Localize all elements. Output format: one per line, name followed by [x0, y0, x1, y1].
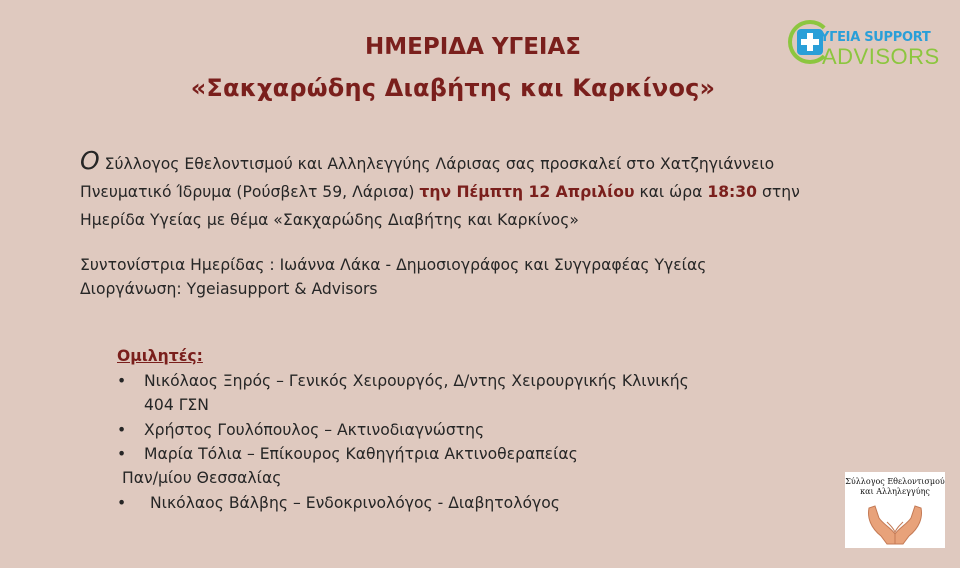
intro-initial: Ο [80, 146, 100, 175]
speaker-name: Νικόλαος Βάλβης – Ενδοκρινολόγος - Διαβητολόγος [150, 494, 560, 512]
coordinator-line: Συντονίστρια Ημερίδας : Ιωάννα Λάκα - Δημοσιογράφος και Συγγραφέας Υγείας [80, 256, 707, 274]
ygeia-support-logo [786, 18, 946, 74]
speaker-name: Χρήστος Γουλόπουλος – Ακτινοδιαγνώστης [144, 421, 485, 439]
intro-text-3: στην Ημερίδα Υγείας με θέμα «Σακχαρώδης Διαβήτης και Καρκίνος» [80, 183, 800, 229]
page-subtitle: «Σακχαρώδης Διαβήτης και Καρκίνος» [190, 74, 716, 102]
page-title: ΗΜΕΡΙΔΑ ΥΓΕΙΑΣ [365, 34, 581, 60]
event-time: 18:30 [707, 183, 757, 201]
intro-text-1: Σύλλογος Εθελοντισμού και Αλληλεγγύης Λάρισας σας προσκαλεί στο Χατζηγιάννειο Πνευματικό Ίδρυμα (Ρούσβελτ 59, Λάρισα) [80, 155, 775, 201]
speaker-item-continuation: Παν/μίου Θεσσαλίας [122, 469, 282, 487]
event-date: την Πέμπτη 12 Απριλίου [419, 183, 635, 201]
speaker-item [117, 494, 560, 512]
bullet: • [117, 494, 127, 512]
volunteer-association-badge [845, 472, 945, 548]
badge-text: Σύλλογος Εθελοντισμού και Αλληλεγγύης [845, 477, 945, 496]
speaker-name: Μαρία Τόλια – Επίκουρος Καθηγήτρια Ακτινοθεραπείας [144, 445, 578, 463]
invitation-paragraph [80, 146, 860, 234]
logo-line1: YГEIA SUPPORT [820, 30, 931, 45]
speaker-item [117, 372, 689, 390]
speaker-item-continuation: 404 ΓΣΝ [144, 396, 209, 414]
speaker-item [117, 421, 484, 439]
bullet: • [117, 421, 127, 439]
bullet: • [117, 372, 127, 390]
open-hands-icon [865, 498, 925, 546]
organizer-line: Διοργάνωση: Ygeiasupport & Advisors [80, 280, 378, 298]
logo-line2: ADVISORS [822, 44, 940, 69]
bullet: • [117, 445, 127, 463]
speaker-name: Νικόλαος Ξηρός – Γενικός Χειρουργός, Δ/ντης Χειρουργικής Κλινικής [144, 372, 689, 390]
speakers-heading: Ομιλητές: [117, 347, 203, 365]
speaker-item [117, 445, 578, 463]
intro-text-2: και ώρα [634, 183, 708, 201]
